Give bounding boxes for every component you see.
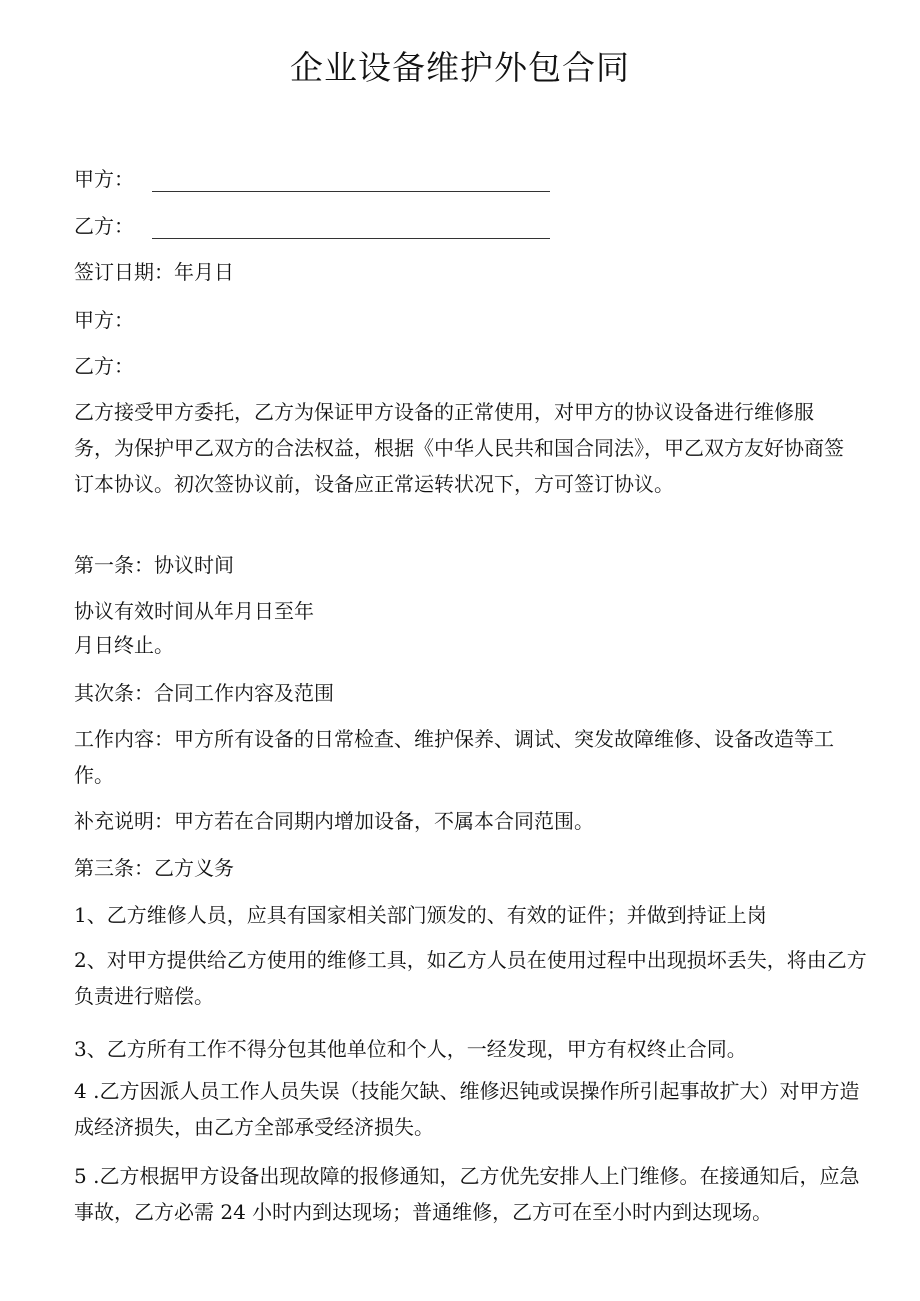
party-a-blank-label: 甲方： [74, 167, 134, 191]
party-b-fill-blank [152, 218, 550, 239]
intro-paragraph: 乙方接受甲方委托，乙方为保证甲方设备的正常使用，对甲方的协议设备进行维修服务，为保护甲乙双方的合法权益，根据《中华人民共和国合同法》，甲乙双方友好协商签订本协议。初次签协议前，设备应正常运转状况下，方可签订协议。 [74, 400, 844, 496]
party-a-label: 甲方： [74, 308, 134, 332]
article3-heading: 第三条：乙方义务 [74, 856, 234, 880]
obligation-item-3: 3、乙方所有工作不得分包其他单位和个人，一经发现，甲方有权终止合同。 [74, 1037, 747, 1061]
obligation-item-4: 4 .乙方因派人员工作人员失误（技能欠缺、维修迟钝或误操作所引起事故扩大）对甲方造成经济损失，由乙方全部承受经济损失。 [74, 1079, 860, 1139]
party-a-blank-line [74, 166, 550, 192]
article1-heading: 第一条：协议时间 [74, 553, 234, 577]
obligation-item-1: 1、乙方维修人员，应具有国家相关部门颁发的、有效的证件；并做到持证上岗 [74, 903, 767, 927]
party-b-blank-line [74, 213, 550, 239]
document-title: 企业设备维护外包合同 [290, 48, 630, 87]
article1-line2: 月日终止。 [74, 633, 174, 657]
article1-line1: 协议有效时间从年月日至年 [74, 599, 314, 623]
sign-date: 签订日期：年月日 [74, 260, 234, 284]
article2-heading: 其次条：合同工作内容及范围 [74, 681, 334, 705]
obligation-item-5: 5 .乙方根据甲方设备出现故障的报修通知，乙方优先安排人上门维修。在接通知后，应急事故，乙方必需 24 小时内到达现场；普通维修，乙方可在至小时内到达现场。 [74, 1164, 860, 1224]
obligation-item-2: 2、对甲方提供给乙方使用的维修工具，如乙方人员在使用过程中出现损坏丢失，将由乙方负责进行赔偿。 [74, 948, 867, 1008]
party-b-blank-label: 乙方： [74, 214, 134, 238]
supplement-paragraph: 补充说明：甲方若在合同期内增加设备，不属本合同范围。 [74, 809, 594, 833]
party-a-fill-blank [152, 171, 550, 192]
party-b-label: 乙方： [74, 354, 134, 378]
work-content-paragraph: 工作内容：甲方所有设备的日常检查、维护保养、调试、突发故障维修、设备改造等工作。 [74, 727, 834, 787]
